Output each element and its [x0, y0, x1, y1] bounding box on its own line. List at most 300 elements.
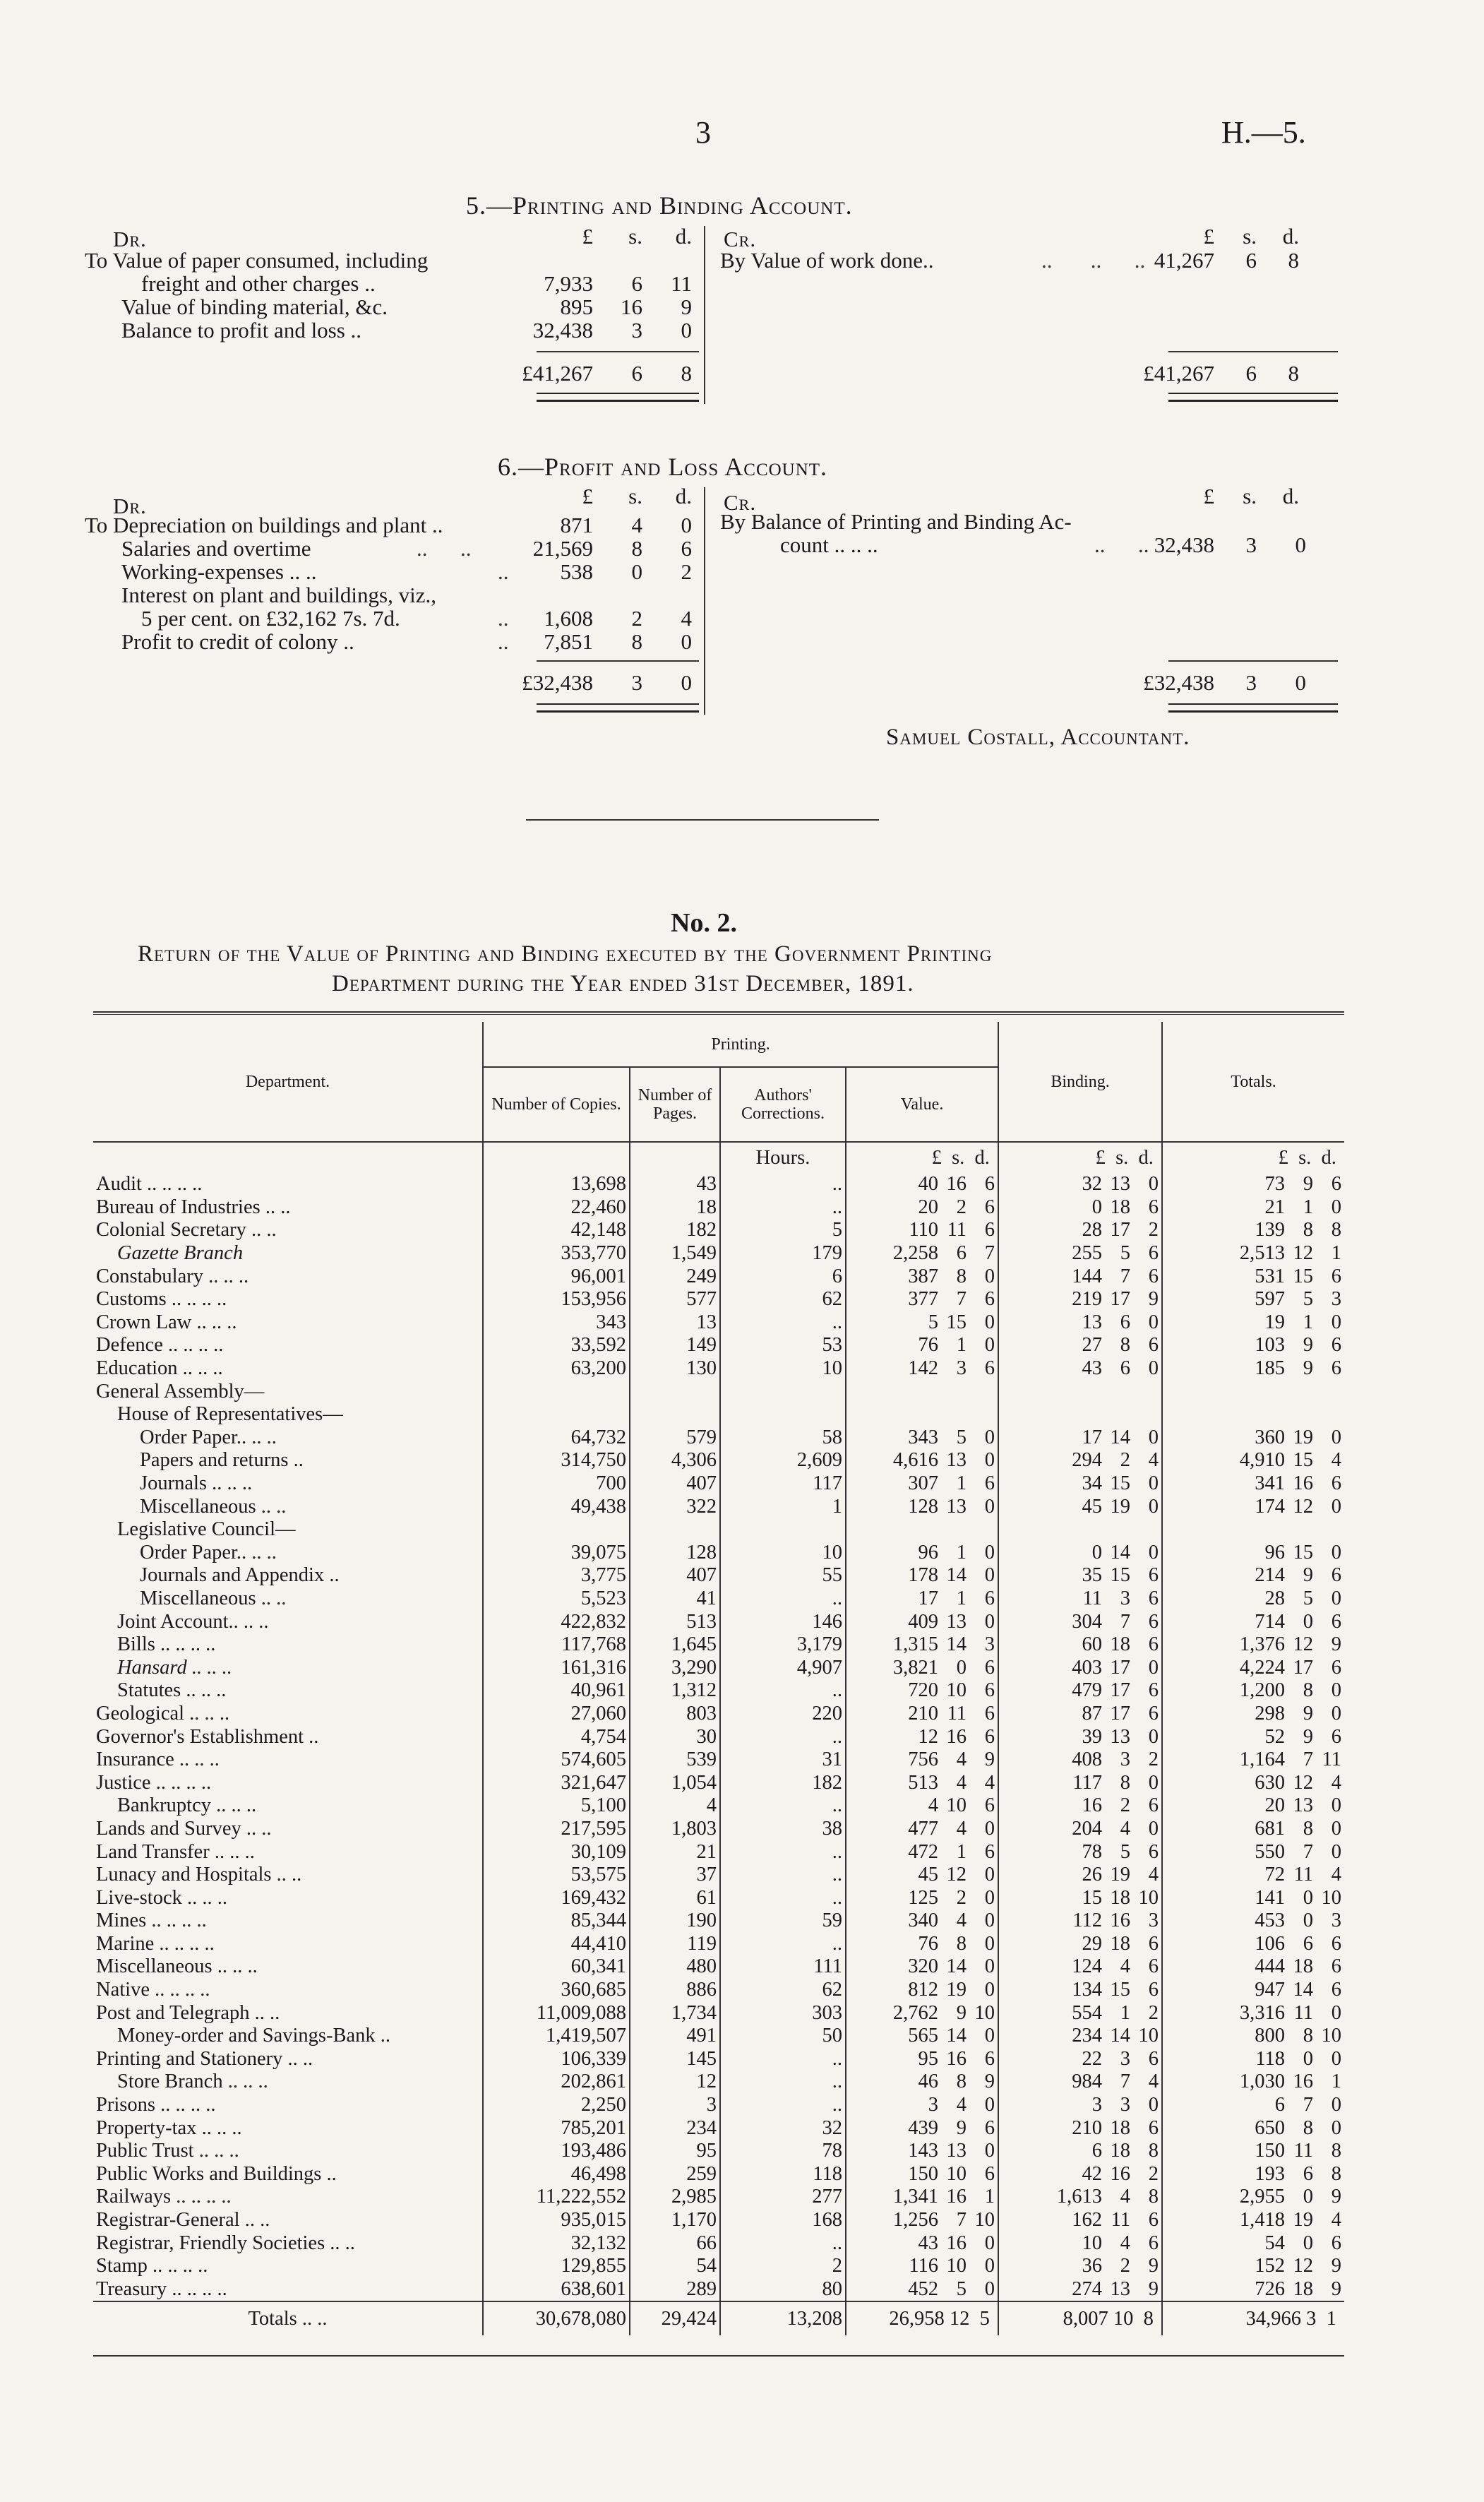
- table-row: [93, 1955, 1344, 1979]
- value-pence: 0: [984, 1910, 995, 1932]
- value-pounds: 1,315: [892, 1633, 939, 1656]
- hours-unit: Hours.: [720, 1142, 846, 1173]
- value-cell: [846, 1518, 998, 1542]
- binding-cell: [998, 1518, 1162, 1542]
- pages-cell: 18: [630, 1196, 720, 1220]
- value-pounds: 142: [908, 1357, 939, 1380]
- binding-shillings: 4: [1120, 2232, 1131, 2254]
- binding-shillings: 5: [1120, 1242, 1131, 1265]
- binding-pence: 2: [1148, 2001, 1159, 2024]
- total-shillings: 15: [1293, 1265, 1314, 1287]
- value-shillings: 9: [956, 2001, 967, 2024]
- copies-cell: 64,732: [483, 1426, 630, 1450]
- corrections-cell: 53: [720, 1334, 846, 1357]
- value-cell: [846, 1472, 998, 1496]
- total-pounds: 21: [1264, 1196, 1286, 1218]
- value-pounds: 150: [908, 2162, 939, 2185]
- binding-pence: 8: [1148, 2140, 1159, 2162]
- copies-cell: 193,486: [483, 2140, 630, 2163]
- binding-pounds: 117: [1072, 1771, 1103, 1794]
- binding-shillings: 15: [1110, 1564, 1131, 1587]
- department-cell: Papers and returns ..: [140, 1449, 304, 1472]
- amount-shillings: 6: [631, 271, 642, 296]
- shilling-unit: s.: [952, 1146, 965, 1169]
- printing-cr-line: By Value of work done..: [720, 248, 934, 273]
- table-row: [93, 1288, 1344, 1311]
- total-pounds: 20: [1264, 1794, 1286, 1817]
- amount-pounds: 1,608: [544, 606, 593, 631]
- total-cell: [1162, 2094, 1344, 2117]
- value-pounds: 513: [908, 1771, 939, 1794]
- value-cell: [846, 1449, 998, 1472]
- department-cell: Journals and Appendix ..: [140, 1564, 340, 1587]
- copies-cell: 217,595: [483, 1818, 630, 1841]
- total-pence: 0: [1331, 1196, 1342, 1218]
- value-pence: 10: [974, 2209, 995, 2232]
- amount-shillings: 3: [1245, 532, 1257, 557]
- binding-pence: 10: [1138, 2025, 1159, 2047]
- value-pounds: 143: [908, 2140, 939, 2162]
- table-row: [93, 1610, 1344, 1633]
- total-pounds: 141: [1255, 1886, 1286, 1909]
- binding-pounds: 32: [1082, 1173, 1103, 1196]
- value-cell: [846, 1771, 998, 1794]
- total-cell: [1162, 1403, 1344, 1426]
- value-shillings: 14: [946, 1564, 967, 1587]
- department-cell: Registrar-General .. ..: [96, 2209, 270, 2232]
- binding-pounds: 144: [1072, 1265, 1103, 1287]
- pence-unit: d.: [1321, 1146, 1336, 1169]
- department-cell: Lunacy and Hospitals .. ..: [96, 1864, 302, 1886]
- pages-cell: [630, 1380, 720, 1403]
- table-row: [93, 1749, 1344, 1772]
- printing-cr-total-shillings: 6: [1245, 361, 1257, 386]
- value-pounds: 409: [908, 1610, 939, 1633]
- value-shillings: 9: [956, 2116, 967, 2139]
- amount-pounds: 32,438: [532, 318, 593, 342]
- value-units: [846, 1142, 998, 1173]
- value-pence: 6: [984, 2047, 995, 2070]
- copies-cell: 422,832: [483, 1610, 630, 1633]
- printing-dr-s-head: s.: [628, 224, 642, 249]
- binding-pounds: 134: [1072, 1979, 1103, 2001]
- copies-cell: 42,148: [483, 1219, 630, 1242]
- table-row: [93, 2209, 1344, 2232]
- value-pounds: 12: [918, 1725, 939, 1748]
- total-pounds: 550: [1255, 1840, 1286, 1863]
- total-cell: [1162, 1910, 1344, 1933]
- binding-cell: [998, 1288, 1162, 1311]
- amount-pounds: 41,267: [1154, 248, 1214, 273]
- binding-shillings: 18: [1110, 1196, 1131, 1218]
- value-pounds: 2,258: [892, 1242, 939, 1265]
- copies-cell: 360,685: [483, 1979, 630, 2002]
- department-cell: Bills .. .. .. ..: [117, 1633, 216, 1656]
- pages-cell: 190: [630, 1910, 720, 1933]
- total-shillings: 15: [1293, 1541, 1314, 1563]
- total-cell: [1162, 1472, 1344, 1496]
- binding-cell: [998, 1564, 1162, 1587]
- total-pence: 6: [1331, 1564, 1342, 1587]
- binding-pounds: 78: [1082, 1840, 1103, 1863]
- value-shillings: 1: [956, 1587, 967, 1609]
- binding-shillings: 19: [1110, 1495, 1131, 1518]
- binding-shillings: 4: [1120, 1817, 1131, 1840]
- value-pounds: 307: [908, 1472, 939, 1495]
- copies-cell: 638,601: [483, 2278, 630, 2302]
- value-cell: [846, 1679, 998, 1703]
- corrections-cell: 38: [720, 1818, 846, 1841]
- total-pounds: 3,316: [1239, 2001, 1286, 2024]
- department-cell: Bankruptcy .. .. ..: [117, 1794, 257, 1817]
- total-pence: 0: [1331, 1840, 1342, 1863]
- leader-dots: .. ..: [417, 536, 472, 561]
- amount-pence: 0: [1295, 532, 1306, 557]
- totals-header: Totals.: [1162, 1022, 1344, 1142]
- total-pounds: 6: [1274, 2094, 1286, 2116]
- pages-header: Number of Pages.: [630, 1067, 720, 1142]
- pages-cell: 145: [630, 2048, 720, 2071]
- department-cell: Treasury .. .. .. ..: [96, 2277, 227, 2300]
- total-pence: 9: [1331, 1633, 1342, 1656]
- value-shillings: 16: [946, 2047, 967, 2070]
- copies-cell: 785,201: [483, 2116, 630, 2140]
- amount-pence: 2: [681, 559, 692, 584]
- double-rule: [1168, 393, 1338, 402]
- value-pence: 0: [984, 2140, 995, 2162]
- binding-pence: 6: [1148, 1196, 1159, 1218]
- binding-pounds: 112: [1072, 1910, 1103, 1932]
- amount-shillings: 8: [631, 536, 642, 561]
- binding-pounds: 22: [1082, 2047, 1103, 2070]
- amount-pence: 9: [681, 294, 692, 319]
- amount-pounds: 895: [560, 294, 593, 319]
- copies-cell: 44,410: [483, 1933, 630, 1956]
- total-pounds: 185: [1255, 1357, 1286, 1380]
- binding-shillings: 13: [1110, 2277, 1131, 2300]
- value-shillings: 5: [956, 1426, 967, 1448]
- pound-unit: £: [931, 1146, 942, 1169]
- value-pounds: 110: [909, 1219, 939, 1241]
- binding-pence: 6: [1148, 2232, 1159, 2254]
- table-row: [93, 1910, 1344, 1933]
- table-row: [93, 1403, 1344, 1426]
- total-pence: 1: [1331, 2071, 1342, 2093]
- binding-cell: [998, 1542, 1162, 1565]
- value-cell: [846, 2232, 998, 2255]
- amount-pence: 0: [681, 513, 692, 537]
- value-pence: 6: [984, 1196, 995, 1218]
- value-pounds: 387: [908, 1265, 939, 1287]
- value-cell: [846, 1380, 998, 1403]
- value-pence: 6: [984, 1219, 995, 1241]
- total-pence: 9: [1331, 2255, 1342, 2277]
- table-row: [93, 2232, 1344, 2255]
- total-pounds: 650: [1255, 2116, 1286, 2139]
- corrections-cell: ..: [720, 1933, 846, 1956]
- binding-shillings: 3: [1120, 1587, 1131, 1609]
- value-pence: 0: [984, 1564, 995, 1587]
- total-pounds: 800: [1255, 2025, 1286, 2047]
- total-shillings: 7: [1303, 1749, 1314, 1771]
- total-pence: 0: [1331, 1679, 1342, 1702]
- binding-shillings: 8: [1120, 1771, 1131, 1794]
- department-cell: Printing and Stationery .. ..: [96, 2047, 313, 2070]
- corrections-cell: 31: [720, 1749, 846, 1772]
- department-cell: Prisons .. .. .. ..: [96, 2094, 216, 2116]
- value-pounds: 377: [908, 1288, 939, 1311]
- total-cell: [1162, 1357, 1344, 1381]
- value-pence: 0: [984, 1932, 995, 1955]
- total-pence: 6: [1331, 1334, 1342, 1357]
- amount-pence: 0: [681, 629, 692, 654]
- department-cell: Miscellaneous .. ..: [140, 1495, 287, 1518]
- value-cell: [846, 1173, 998, 1196]
- pages-cell: 13: [630, 1311, 720, 1335]
- department-cell: Order Paper.. .. ..: [140, 1426, 277, 1448]
- value-cell: [846, 1794, 998, 1818]
- binding-cell: [998, 1840, 1162, 1864]
- copies-cell: 5,523: [483, 1587, 630, 1611]
- copies-cell: 32,132: [483, 2232, 630, 2255]
- pages-cell: 149: [630, 1334, 720, 1357]
- value-pounds: 5: [928, 1311, 939, 1333]
- department-cell: Education .. .. ..: [96, 1357, 223, 1380]
- binding-shillings: 16: [1110, 2162, 1131, 2185]
- corrections-cell: 5: [720, 1219, 846, 1242]
- binding-pence: 0: [1148, 1656, 1159, 1679]
- binding-cell: [998, 1656, 1162, 1679]
- value-pounds: 76: [918, 1932, 939, 1955]
- total-pounds: 103: [1255, 1334, 1286, 1357]
- value-cell: [846, 1933, 998, 1956]
- total-shillings: 6: [1303, 2162, 1314, 2185]
- value-shillings: 5: [956, 2277, 967, 2300]
- binding-shillings: 11: [1111, 2209, 1131, 2232]
- table-row: [93, 1679, 1344, 1703]
- pages-cell: 3: [630, 2094, 720, 2117]
- binding-pounds: 984: [1072, 2071, 1103, 2093]
- binding-cell: [998, 1173, 1162, 1196]
- total-shillings: 18: [1293, 2277, 1314, 2300]
- binding-pounds: 274: [1072, 2277, 1103, 2300]
- binding-pounds: 29: [1082, 1932, 1103, 1955]
- printing-dr-line: To Value of paper consumed, including: [85, 248, 429, 273]
- binding-shillings: 15: [1110, 1472, 1131, 1495]
- binding-pence: 9: [1148, 2277, 1159, 2300]
- value-cell: [846, 1196, 998, 1220]
- binding-cell: [998, 1357, 1162, 1381]
- value-pence: 6: [984, 1794, 995, 1817]
- table-row: [93, 2163, 1344, 2186]
- corrections-cell: 62: [720, 1288, 846, 1311]
- value-shillings: 1: [956, 1472, 967, 1495]
- total-shillings: 0: [1303, 2186, 1314, 2208]
- total-cell: [1162, 1794, 1344, 1818]
- total-shillings: 13: [1293, 1794, 1314, 1817]
- value-pounds: 96: [918, 1541, 939, 1563]
- binding-pounds: 408: [1072, 1749, 1103, 1771]
- total-pence: 10: [1321, 1886, 1342, 1909]
- printing-cr-pound-head: £: [1203, 224, 1214, 249]
- total-shillings: 16: [1293, 1472, 1314, 1495]
- copies-cell: 129,855: [483, 2255, 630, 2278]
- copies-cell: 117,768: [483, 1633, 630, 1657]
- profit-cr-line: count .. .. ..: [780, 532, 878, 557]
- value-cell: [846, 1910, 998, 1933]
- table-row: [93, 1703, 1344, 1726]
- total-cell: [1162, 1955, 1344, 1979]
- pages-cell: 1,803: [630, 1818, 720, 1841]
- table-row: [93, 1311, 1344, 1335]
- value-cell: [846, 1495, 998, 1518]
- total-shillings: 9: [1303, 1725, 1314, 1748]
- department-cell: Post and Telegraph .. ..: [96, 2001, 280, 2024]
- copies-cell: 5,100: [483, 1794, 630, 1818]
- value-pence: 0: [984, 1426, 995, 1448]
- pages-cell: 43: [630, 1173, 720, 1196]
- value-shillings: 4: [956, 1910, 967, 1932]
- department-header: Department.: [93, 1022, 483, 1142]
- value-cell: [846, 2278, 998, 2302]
- total-shillings: 12: [1293, 2255, 1314, 2277]
- corrections-cell: 3,179: [720, 1633, 846, 1657]
- pages-cell: 95: [630, 2140, 720, 2163]
- copies-cell: 11,009,088: [483, 2001, 630, 2025]
- value-cell: [846, 1886, 998, 1910]
- copies-cell: [483, 1380, 630, 1403]
- copies-cell: 2,250: [483, 2094, 630, 2117]
- binding-pounds: 304: [1072, 1610, 1103, 1633]
- corrections-cell: [720, 1403, 846, 1426]
- pages-cell: 1,645: [630, 1633, 720, 1657]
- binding-pence: 6: [1148, 2047, 1159, 2070]
- total-cell: [1162, 1219, 1344, 1242]
- total-pounds: 54: [1264, 2232, 1286, 2254]
- value-shillings: 8: [956, 1265, 967, 1287]
- total-shillings: 17: [1293, 1656, 1314, 1679]
- value-cell: [846, 1979, 998, 2002]
- binding-pounds: 0: [1091, 1196, 1103, 1218]
- binding-cell: [998, 1426, 1162, 1450]
- rule: [1168, 351, 1338, 352]
- pages-cell: 1,054: [630, 1771, 720, 1794]
- value-shillings: 4: [956, 1771, 967, 1794]
- binding-cell: [998, 1311, 1162, 1335]
- total-cell: [1162, 1380, 1344, 1403]
- table-row: [93, 1518, 1344, 1542]
- value-pounds: 128: [908, 1495, 939, 1518]
- value-shillings: 10: [946, 2255, 967, 2277]
- binding-pence: 0: [1148, 1771, 1159, 1794]
- pages-cell: 1,312: [630, 1679, 720, 1703]
- value-shillings: 10: [946, 1794, 967, 1817]
- binding-shillings: 2: [1120, 1449, 1131, 1472]
- value-cell: [846, 1311, 998, 1335]
- total-pence: 6: [1331, 1979, 1342, 2001]
- department-cell: Geological .. .. ..: [96, 1702, 230, 1724]
- corrections-cell: 2: [720, 2255, 846, 2278]
- units-row: [93, 1142, 1344, 1173]
- value-shillings: 14: [946, 2025, 967, 2047]
- total-pence: 6: [1331, 1932, 1342, 1955]
- profit-cr-total-pounds: £32,438: [1143, 670, 1214, 695]
- total-pounds: 726: [1255, 2277, 1286, 2300]
- value-cell: [846, 1564, 998, 1587]
- return-table-body: [93, 1142, 1344, 2301]
- binding-cell: [998, 1265, 1162, 1288]
- total-cell: [1162, 1449, 1344, 1472]
- corrections-cell: 4,907: [720, 1656, 846, 1679]
- corrections-cell: 277: [720, 2186, 846, 2209]
- department-cell: Bureau of Industries .. ..: [96, 1196, 291, 1218]
- total-cell: [1162, 1334, 1344, 1357]
- department-cell: Constabulary .. .. ..: [96, 1265, 249, 1287]
- binding-pence: 2: [1148, 2162, 1159, 2185]
- value-pounds: 45: [918, 1864, 939, 1886]
- total-pence: 10: [1321, 2025, 1342, 2047]
- value-pounds: 320: [908, 1955, 939, 1978]
- printing-dr-line: Value of binding material, &c.: [121, 294, 388, 319]
- department-cell: Miscellaneous .. ..: [140, 1587, 287, 1609]
- value-pence: 10: [974, 2001, 995, 2024]
- binding-pounds: 204: [1072, 1817, 1103, 1840]
- table-row: [93, 1864, 1344, 1887]
- value-pounds: 1,341: [892, 2186, 939, 2208]
- total-pence: 6: [1331, 1610, 1342, 1633]
- value-cell: [846, 2071, 998, 2094]
- corrections-cell: 50: [720, 2025, 846, 2048]
- corrections-cell: 1: [720, 1495, 846, 1518]
- total-pounds: 1,418: [1239, 2209, 1286, 2232]
- value-pounds: 756: [908, 1749, 939, 1771]
- totals-pages: 29,424: [630, 2301, 720, 2335]
- rule: [537, 660, 699, 662]
- value-pounds: 210: [908, 1702, 939, 1724]
- totals-grand-pence: 1: [1326, 2307, 1336, 2330]
- totals-corrections: 13,208: [720, 2301, 846, 2335]
- total-cell: [1162, 1173, 1344, 1196]
- binding-pounds: 42: [1082, 2162, 1103, 2185]
- amount-pence: 0: [681, 318, 692, 342]
- value-shillings: 0: [956, 1656, 967, 1679]
- binding-cell: [998, 1771, 1162, 1794]
- column-divider: [704, 226, 705, 404]
- value-pence: 0: [984, 1610, 995, 1633]
- printing-dr-total-pounds: £41,267: [522, 361, 593, 386]
- binding-pence: 6: [1148, 1633, 1159, 1656]
- department-cell: Defence .. .. .. ..: [96, 1334, 224, 1357]
- total-pounds: 298: [1255, 1702, 1286, 1724]
- copies-cell: 161,316: [483, 1656, 630, 1679]
- table-row: [93, 2048, 1344, 2071]
- total-cell: [1162, 1703, 1344, 1726]
- binding-cell: [998, 1449, 1162, 1472]
- value-pence: 0: [984, 1817, 995, 1840]
- total-pence: 8: [1331, 2162, 1342, 2185]
- binding-pounds: 10: [1082, 2232, 1103, 2254]
- total-pounds: 150: [1255, 2140, 1286, 2162]
- copies-cell: [483, 1518, 630, 1542]
- table-row: [93, 2071, 1344, 2094]
- profit-dr-pound-head: £: [582, 484, 593, 508]
- total-shillings: 9: [1303, 1173, 1314, 1196]
- binding-pounds: 3: [1091, 2094, 1103, 2116]
- pages-cell: 539: [630, 1749, 720, 1772]
- value-pounds: 43: [918, 2232, 939, 2254]
- binding-cell: [998, 1334, 1162, 1357]
- value-pounds: 477: [908, 1817, 939, 1840]
